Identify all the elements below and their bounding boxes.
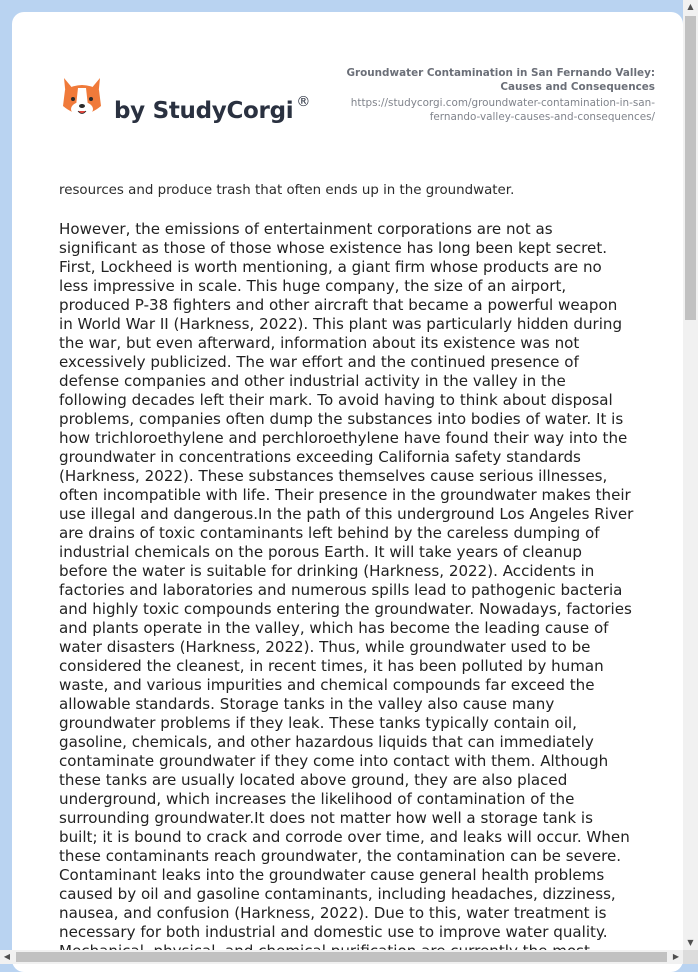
- lead-line: resources and produce trash that often ends up in the groundwater.: [59, 183, 515, 198]
- paragraph-line: First, Lockheed is worth mentioning, a giant firm whose products are no: [59, 258, 602, 276]
- paragraph-line: caused by oil and gasoline contaminants, including headaches, dizziness,: [59, 885, 616, 903]
- scroll-left-arrow-icon[interactable]: ◀: [3, 952, 11, 961]
- document-url[interactable]: [315, 97, 655, 124]
- paragraph-line: contaminate groundwater if they come into contact with them. Although: [59, 752, 609, 770]
- paragraph-line: these tanks are usually located above ground, they are also placed: [59, 771, 568, 789]
- document-title-line: Causes and Consequences: [500, 81, 655, 93]
- paragraph-line: often incompatible with life. Their presence in the groundwater makes their: [59, 486, 631, 504]
- paragraph-line: groundwater problems if they leak. These tanks typically contain oil,: [59, 714, 577, 732]
- body-paragraph: [59, 220, 659, 961]
- paragraph-line: considered the cleanest, in recent times, it has been polluted by human: [59, 657, 604, 675]
- paragraph-line: Contaminant leaks into the groundwater cause general health problems: [59, 866, 605, 884]
- paragraph-line: nausea, and confusion (Harkness, 2022). Due to this, water treatment is: [59, 904, 607, 922]
- paragraph-line: in World War II (Harkness, 2022). This plant was particularly hidden during: [59, 315, 623, 333]
- paragraph-line: significant as those of those whose existence has long been kept secret.: [59, 239, 608, 257]
- paragraph-line: groundwater in concentrations exceeding California safety standards: [59, 448, 581, 466]
- page-header: [12, 12, 683, 162]
- scrollbar-corner: [683, 950, 698, 964]
- brand-text: by StudyCorgi: [114, 98, 294, 124]
- paragraph-line: (Harkness, 2022). These substances themselves cause serious illnesses,: [59, 467, 608, 485]
- paragraph-line: excessively publicized. The war effort and the continued presence of: [59, 353, 579, 371]
- paragraph-line: following decades left their mark. To avoid having to think about disposal: [59, 391, 613, 409]
- horizontal-scrollbar[interactable]: [0, 950, 683, 964]
- vertical-scroll-thumb[interactable]: [685, 16, 696, 320]
- paragraph-line: surrounding groundwater.It does not matter how well a storage tank is: [59, 809, 593, 827]
- paragraph-line: less impressive in scale. This huge company, the size of an airport,: [59, 277, 567, 295]
- paragraph-line: underground, which increases the likelihood of contamination of the: [59, 790, 575, 808]
- paragraph-line: However, the emissions of entertainment corporations are not as: [59, 220, 553, 238]
- paragraph-line: before the water is suitable for drinking (Harkness, 2022). Accidents in: [59, 562, 595, 580]
- document-page: [12, 12, 683, 972]
- paragraph-line: defense companies and other industrial activity in the valley in the: [59, 372, 566, 390]
- document-title-line: Groundwater Contamination in San Fernando Valley:: [346, 67, 655, 79]
- scroll-down-arrow-icon[interactable]: ▼: [687, 938, 694, 947]
- brand-name[interactable]: [114, 94, 310, 124]
- paragraph-line: water disasters (Harkness, 2022). Thus, while groundwater used to be: [59, 638, 591, 656]
- paragraph-line: industrial chemicals on the porous Earth. It will take years of cleanup: [59, 543, 582, 561]
- paragraph-line: built; it is bound to crack and corrode over time, and leaks will occur. When: [59, 828, 630, 846]
- paragraph-line: these contaminants reach groundwater, the contamination can be severe.: [59, 847, 622, 865]
- paragraph-line: gasoline, chemicals, and other hazardous liquids that can immediately: [59, 733, 594, 751]
- corgi-logo-icon[interactable]: [60, 76, 104, 122]
- paragraph-line: are drains of toxic contaminants left behind by the careless dumping of: [59, 524, 600, 542]
- horizontal-scroll-thumb[interactable]: [16, 952, 667, 962]
- paragraph-line: allowable standards. Storage tanks in the valley also cause many: [59, 695, 555, 713]
- paragraph-line: the war, but even afterward, information about its existence was not: [59, 334, 580, 352]
- paragraph-line: how trichloroethylene and perchloroethylene have found their way into the: [59, 429, 628, 447]
- scroll-right-arrow-icon[interactable]: ▶: [672, 952, 680, 961]
- paragraph-line: waste, and various impurities and chemical compounds far exceed the: [59, 676, 595, 694]
- paragraph-line: use illegal and dangerous.In the path of this underground Los Angeles River: [59, 505, 634, 523]
- paragraph-line: produced P-38 fighters and other aircraft that became a powerful weapon: [59, 296, 618, 314]
- scroll-up-arrow-icon[interactable]: ▲: [687, 2, 694, 11]
- document-url-line: https://studycorgi.com/groundwater-contamination-in-san-: [350, 97, 655, 109]
- registered-mark: ®: [296, 94, 311, 110]
- paragraph-line: and plants operate in the valley, which has become the leading cause of: [59, 619, 609, 637]
- paragraph-line: and highly toxic compounds entering the groundwater. Nowadays, factories: [59, 600, 632, 618]
- document-url-line: fernando-valley-causes-and-consequences/: [429, 110, 655, 123]
- paragraph-line: necessary for both industrial and domestic use to improve water quality.: [59, 923, 608, 941]
- document-title: [325, 66, 655, 94]
- paragraph-line: factories and laboratories and numerous spills lead to pathogenic bacteria: [59, 581, 623, 599]
- paragraph-line: problems, companies often dump the substances into bodies of water. It is: [59, 410, 624, 428]
- vertical-scrollbar[interactable]: [683, 0, 698, 950]
